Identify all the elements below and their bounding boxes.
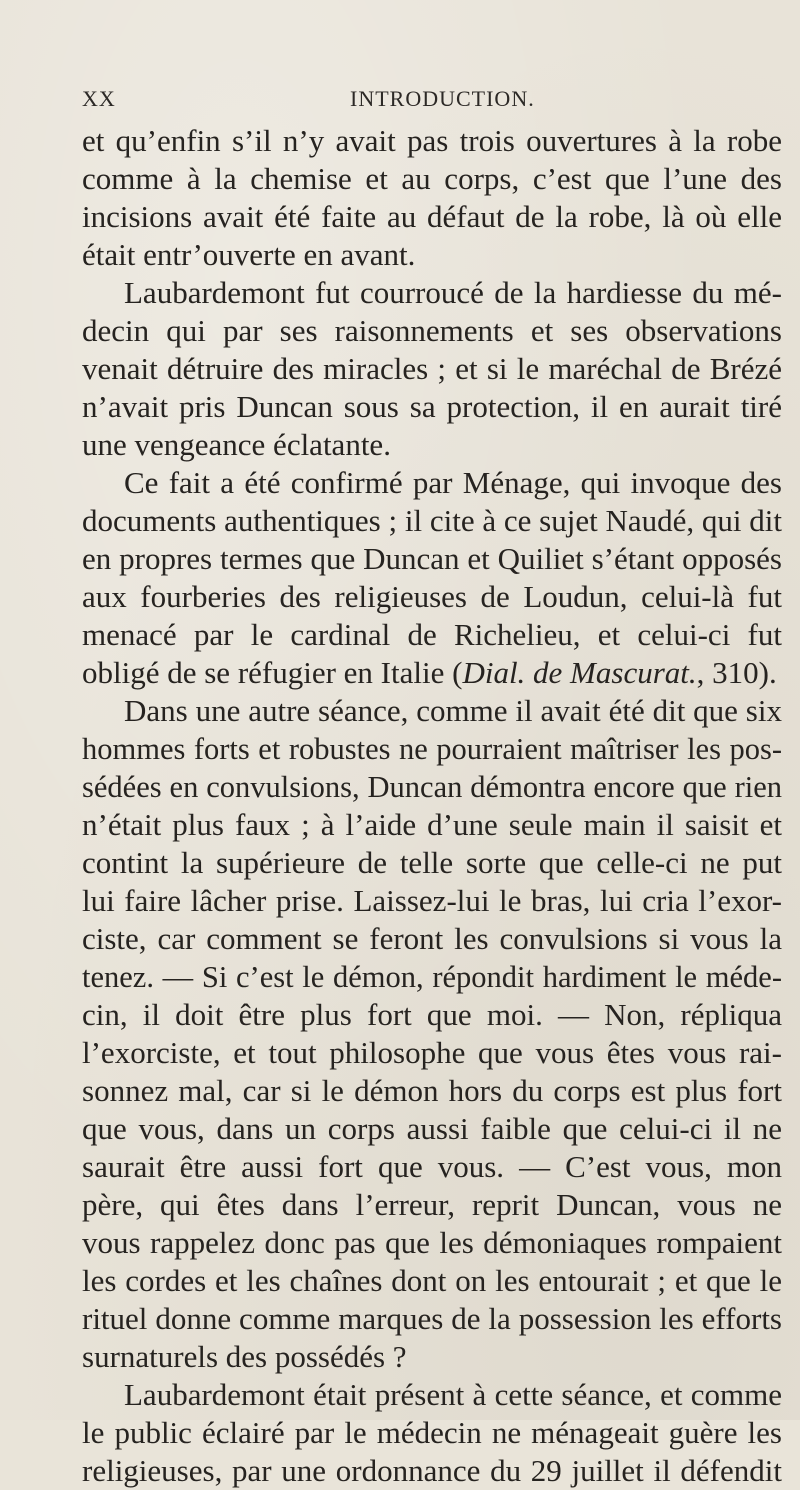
text-line: [82, 768, 782, 806]
text-line: [82, 502, 782, 540]
line-text: père, qui êtes dans l’erreur, reprit Duncan, vous ne: [82, 1187, 782, 1222]
line-text: sédées en convulsions, Duncan démontra encore que rien: [82, 770, 782, 804]
text-line: [82, 198, 782, 236]
text-line: [82, 616, 782, 654]
text-line: [82, 1186, 782, 1224]
line-text: cin, il doit être plus fort que moi. — Non, répliqua: [82, 997, 782, 1032]
line-text: incisions avait été faite au défaut de la robe, là où elle: [82, 199, 782, 234]
line-text: n’était plus faux ; à l’aide d’une seule main il saisit et: [82, 807, 782, 842]
line-text: le public éclairé par le médecin ne ménageait guère les: [82, 1415, 782, 1450]
text-line: [82, 1338, 782, 1376]
text-line: [82, 578, 782, 616]
text-line: [82, 426, 782, 464]
text-line: [82, 160, 782, 198]
text-line: [82, 920, 782, 958]
line-text: vous rappelez donc pas que les démoniaques rompaient: [82, 1225, 782, 1260]
text-line: [82, 1148, 782, 1186]
text-line: [82, 350, 782, 388]
line-text: obligé de se réfugier en Italie (: [82, 655, 463, 690]
text-line: [82, 540, 782, 578]
line-text: contint la supérieure de telle sorte que celle-ci ne put: [82, 845, 782, 880]
body-text: [82, 122, 782, 1490]
running-head: [82, 86, 782, 116]
text-line: [82, 312, 782, 350]
text-line: [82, 274, 782, 312]
line-text: decin qui par ses raisonnements et ses observations: [82, 313, 782, 348]
citation-title: Dial. de Mascurat.: [462, 655, 697, 690]
line-text: documents authentiques ; il cite à ce sujet Naudé, qui dit: [82, 503, 782, 538]
text-line: [82, 1110, 782, 1148]
line-text: Laubardemont était présent à cette séance, et comme: [124, 1377, 782, 1412]
text-line: [82, 654, 782, 692]
line-text: Dans une autre séance, comme il avait été dit que six: [124, 693, 782, 728]
running-title: INTRODUCTION.: [350, 86, 535, 111]
text-line: [82, 1262, 782, 1300]
text-line: [82, 1034, 782, 1072]
text-line: [82, 996, 782, 1034]
line-text: lui faire lâcher prise. Laissez-lui le bras, lui cria l’exor-: [82, 883, 782, 918]
text-line: [82, 1300, 782, 1338]
line-text: que vous, dans un corps aussi faible que celui-ci il ne: [82, 1111, 782, 1146]
line-text: aux fourberies des religieuses de Loudun, celui-là fut: [82, 579, 782, 614]
line-text: tenez. — Si c’est le démon, répondit hardiment le méde-: [82, 960, 782, 994]
line-text: n’avait pris Duncan sous sa protection, il en aurait tiré: [82, 389, 782, 424]
line-text: religieuses, par une ordonnance du 29 juillet il défendit: [82, 1453, 782, 1488]
line-text: l’exorciste, et tout philosophe que vous êtes vous rai-: [82, 1035, 782, 1070]
text-line: [82, 1224, 782, 1262]
text-line: [82, 730, 782, 768]
citation-tail: , 310).: [696, 655, 777, 690]
text-line: [82, 806, 782, 844]
line-text: hommes forts et robustes ne pourraient maîtriser les pos-: [82, 732, 782, 766]
line-text: Ce fait a été confirmé par Ménage, qui invoque des: [124, 465, 782, 500]
text-line: [82, 844, 782, 882]
text-line: [82, 1072, 782, 1110]
text-line: [82, 122, 782, 160]
text-line: [82, 882, 782, 920]
text-line: [82, 692, 782, 730]
page-number: XX: [82, 86, 116, 111]
line-text: surnaturels des possédés ?: [82, 1339, 407, 1374]
text-line: [82, 388, 782, 426]
line-text: Laubardemont fut courroucé de la hardiesse du mé-: [124, 275, 782, 310]
line-text: était entr’ouverte en avant.: [82, 237, 416, 272]
text-line: [82, 464, 782, 502]
line-text: menacé par le cardinal de Richelieu, et celui-ci fut: [82, 617, 782, 652]
text-line: [82, 236, 782, 274]
line-text: et qu’enfin s’il n’y avait pas trois ouvertures à la robe: [82, 123, 782, 158]
line-text: comme à la chemise et au corps, c’est que l’une des: [82, 161, 782, 196]
line-text: les cordes et les chaînes dont on les entourait ; et que le: [82, 1263, 782, 1298]
line-text: rituel donne comme marques de la possession les efforts: [82, 1301, 782, 1336]
line-text: ciste, car comment se feront les convulsions si vous la: [82, 921, 782, 956]
line-text: saurait être aussi fort que vous. — C’est vous, mon: [82, 1149, 782, 1184]
line-text: une vengeance éclatante.: [82, 427, 391, 462]
text-line: [82, 958, 782, 996]
line-text: en propres termes que Duncan et Quiliet s’étant opposés: [82, 541, 782, 576]
line-text: venait détruire des miracles ; et si le maréchal de Brézé: [82, 351, 782, 386]
text-line: [82, 1376, 782, 1414]
text-line: [82, 1452, 782, 1490]
line-text: sonnez mal, car si le démon hors du corps est plus fort: [82, 1073, 782, 1108]
